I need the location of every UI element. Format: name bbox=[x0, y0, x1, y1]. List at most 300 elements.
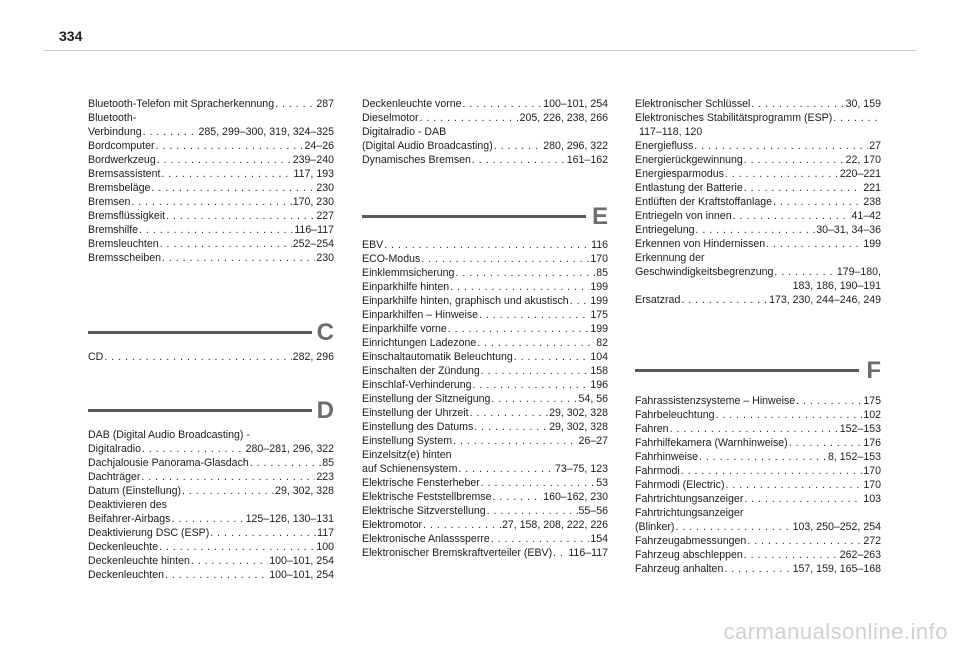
section-divider bbox=[635, 369, 859, 372]
index-term: Erkennen von Hindernissen bbox=[635, 238, 766, 250]
index-term: Bremsassistent bbox=[88, 168, 161, 180]
leader-dots bbox=[166, 209, 315, 223]
index-entry bbox=[635, 223, 881, 237]
leader-dots bbox=[421, 252, 589, 266]
leader-dots bbox=[156, 139, 304, 153]
index-pages: 116 bbox=[591, 239, 608, 251]
index-pages: 29, 302, 328 bbox=[275, 485, 334, 497]
index-pages: 280, 296, 322 bbox=[543, 140, 608, 152]
index-pages: 157, 159, 165–168 bbox=[792, 563, 881, 575]
index-entry-line: Digitalradio - DAB bbox=[362, 126, 447, 138]
index-entry bbox=[88, 223, 334, 237]
index-pages: 29, 302, 328 bbox=[549, 407, 608, 419]
index-term: Einschalten der Zündung bbox=[362, 365, 480, 377]
index-group-e bbox=[362, 238, 608, 560]
index-term: Energiesparmodus bbox=[635, 168, 724, 180]
leader-dots bbox=[250, 456, 321, 470]
section-divider bbox=[88, 331, 312, 334]
index-term: Entriegeln von innen bbox=[635, 210, 732, 222]
index-entry bbox=[362, 546, 608, 560]
index-entry bbox=[635, 394, 881, 408]
index-pages: 29, 302, 328 bbox=[549, 421, 608, 433]
index-term: Deckenleuchte hinten bbox=[88, 555, 190, 567]
index-entry bbox=[88, 237, 334, 251]
leader-dots bbox=[725, 167, 839, 181]
index-pages: 26–27 bbox=[578, 435, 608, 447]
leader-dots bbox=[157, 153, 292, 167]
leader-dots bbox=[420, 111, 519, 125]
index-entry bbox=[635, 436, 881, 450]
index-entry bbox=[635, 139, 881, 153]
index-term: Elektrische Feststellbremse bbox=[362, 491, 492, 503]
leader-dots bbox=[131, 195, 291, 209]
index-group-f bbox=[635, 394, 881, 576]
section-header-c bbox=[88, 319, 334, 349]
index-pages: 30–31, 34–36 bbox=[816, 224, 881, 236]
leader-dots bbox=[553, 546, 567, 560]
index-pages: 223 bbox=[316, 471, 334, 483]
index-entry bbox=[88, 251, 334, 265]
section-header-e bbox=[362, 203, 608, 233]
section-letter: E bbox=[591, 203, 608, 230]
index-term: Bremshilfe bbox=[88, 224, 139, 236]
index-pages: 227 bbox=[316, 210, 334, 222]
index-term: Entriegelung bbox=[635, 224, 695, 236]
index-term: Bremsflüssigkeit bbox=[88, 210, 166, 222]
section-letter: C bbox=[316, 319, 334, 346]
index-entry bbox=[362, 322, 608, 336]
index-entry bbox=[362, 476, 608, 490]
index-entry bbox=[635, 464, 881, 478]
index-pages: 152–153 bbox=[839, 423, 881, 435]
index-entry bbox=[635, 492, 881, 506]
index-pages: 220–221 bbox=[839, 168, 881, 180]
index-entry bbox=[635, 520, 881, 534]
index-entry bbox=[88, 470, 334, 484]
index-entry-line: Einzelsitz(e) hinten bbox=[362, 449, 452, 461]
index-term: Fahrmodi (Electric) bbox=[635, 479, 725, 491]
index-term: Verbindung bbox=[88, 126, 142, 138]
index-pages: 100–101, 254 bbox=[269, 555, 334, 567]
index-entry bbox=[362, 139, 608, 153]
index-term: Deckenleuchte vorne bbox=[362, 98, 462, 110]
index-entry bbox=[362, 392, 608, 406]
index-term: Energierückgewinnung bbox=[635, 154, 743, 166]
index-term: Fahren bbox=[635, 423, 669, 435]
index-entry bbox=[635, 97, 881, 111]
index-term: Dachträger bbox=[88, 471, 141, 483]
index-pages: 117, 193 bbox=[293, 168, 334, 180]
index-term: Digitalradio bbox=[88, 443, 141, 455]
index-pages: 154 bbox=[590, 533, 608, 545]
index-term: Bremsscheiben bbox=[88, 252, 162, 264]
index-term: Elektronisches Stabilitätsprogramm (ESP) bbox=[635, 112, 833, 124]
index-entry bbox=[635, 478, 881, 492]
leader-dots bbox=[681, 293, 768, 307]
index-entry bbox=[635, 534, 881, 548]
index-pages: 221 bbox=[863, 182, 881, 194]
index-term: Deaktivierung DSC (ESP) bbox=[88, 527, 210, 539]
index-pages: 199 bbox=[590, 281, 608, 293]
index-term: Bremsleuchten bbox=[88, 238, 159, 250]
leader-dots bbox=[694, 139, 868, 153]
index-entry bbox=[88, 139, 334, 153]
index-term: Datum (Einstellung) bbox=[88, 485, 182, 497]
leader-dots bbox=[744, 492, 862, 506]
index-term: Bremsbeläge bbox=[88, 182, 151, 194]
index-pages: 287 bbox=[316, 98, 334, 110]
index-pages: 238 bbox=[863, 196, 881, 208]
index-entry bbox=[362, 153, 608, 167]
index-entry bbox=[362, 308, 608, 322]
index-pages-continued: 117–118, 120 bbox=[639, 126, 703, 138]
leader-dots bbox=[681, 464, 863, 478]
index-entry-line: DAB (Digital Audio Broadcasting) - bbox=[88, 429, 250, 441]
leader-dots bbox=[210, 526, 316, 540]
index-entry bbox=[635, 111, 881, 125]
index-entry bbox=[635, 265, 881, 279]
index-pages: 285, 299–300, 319, 324–325 bbox=[198, 126, 334, 138]
index-entry bbox=[635, 562, 881, 576]
leader-dots bbox=[142, 442, 245, 456]
index-entry bbox=[635, 181, 881, 195]
index-pages: 73–75, 123 bbox=[554, 463, 608, 475]
leader-dots bbox=[159, 540, 315, 554]
index-pages: 22, 170 bbox=[845, 154, 881, 166]
index-entry bbox=[88, 554, 334, 568]
index-pages: 158 bbox=[590, 365, 608, 377]
index-pages: 239–240 bbox=[292, 154, 334, 166]
index-term: CD bbox=[88, 351, 104, 363]
leader-dots bbox=[473, 378, 590, 392]
leader-dots bbox=[479, 308, 589, 322]
index-term: Einparkhilfen – Hinweise bbox=[362, 309, 479, 321]
index-pages: 41–42 bbox=[851, 210, 881, 222]
leader-dots bbox=[139, 223, 293, 237]
index-pages: 196 bbox=[590, 379, 608, 391]
index-term: Deckenleuchten bbox=[88, 569, 164, 581]
index-pages: 104 bbox=[590, 351, 608, 363]
index-entry bbox=[362, 350, 608, 364]
index-term: EBV bbox=[362, 239, 384, 251]
index-entry bbox=[362, 490, 608, 504]
index-term: Einstellung der Sitzneigung bbox=[362, 393, 491, 405]
index-term: (Digital Audio Broadcasting) bbox=[362, 140, 493, 152]
index-term: Bremsen bbox=[88, 196, 131, 208]
index-entry bbox=[88, 512, 334, 526]
index-pages: 54, 56 bbox=[578, 393, 608, 405]
index-pages: 282, 296 bbox=[292, 351, 334, 363]
index-term: Fahrzeugabmessungen bbox=[635, 535, 747, 547]
index-entry bbox=[88, 97, 334, 111]
leader-dots bbox=[675, 520, 791, 534]
index-entry bbox=[88, 167, 334, 181]
index-entry bbox=[362, 462, 608, 476]
index-entry-line: Fahrtrichtungsanzeiger bbox=[635, 507, 744, 519]
index-entry bbox=[88, 526, 334, 540]
section-divider bbox=[88, 409, 312, 412]
leader-dots bbox=[514, 350, 590, 364]
leader-dots bbox=[773, 195, 862, 209]
index-term: Einstellung des Datums bbox=[362, 421, 474, 433]
index-entry bbox=[635, 209, 881, 223]
index-pages: 27, 158, 208, 222, 226 bbox=[501, 519, 608, 531]
leader-dots bbox=[474, 420, 548, 434]
index-term: Einschaltautomatik Beleuchtung bbox=[362, 351, 513, 363]
index-entry bbox=[635, 422, 881, 436]
index-entry bbox=[362, 280, 608, 294]
leader-dots bbox=[570, 294, 590, 308]
index-pages: 230 bbox=[316, 182, 334, 194]
index-pages: 199 bbox=[590, 323, 608, 335]
index-pages: 230 bbox=[316, 252, 334, 264]
index-entry bbox=[635, 167, 881, 181]
section-letter: D bbox=[316, 397, 334, 424]
index-term: Fahrzeug abschleppen bbox=[635, 549, 743, 561]
index-pages: 100–101, 254 bbox=[269, 569, 334, 581]
index-term: Bluetooth-Telefon mit Spracherkennung bbox=[88, 98, 275, 110]
leader-dots bbox=[143, 125, 198, 139]
index-term: Energiefluss bbox=[635, 140, 694, 152]
leader-dots bbox=[275, 97, 315, 111]
index-term: Elektronische Anlasssperre bbox=[362, 533, 490, 545]
index-entry bbox=[635, 153, 881, 167]
leader-dots bbox=[744, 548, 839, 562]
index-entry bbox=[635, 293, 881, 307]
index-entry bbox=[88, 181, 334, 195]
index-term: Dieselmotor bbox=[362, 112, 419, 124]
index-term: Fahrhilfekamera (Warnhinweise) bbox=[635, 437, 788, 449]
leader-dots bbox=[182, 484, 274, 498]
index-term: Einrichtungen Ladezone bbox=[362, 337, 477, 349]
index-entry-line: Bluetooth- bbox=[88, 112, 137, 124]
index-term: Elektrische Fensterheber bbox=[362, 477, 480, 489]
index-entry bbox=[635, 195, 881, 209]
index-term: Bordcomputer bbox=[88, 140, 155, 152]
leader-dots bbox=[493, 490, 543, 504]
index-entry bbox=[362, 364, 608, 378]
index-term: Ersatzrad bbox=[635, 294, 681, 306]
leader-dots bbox=[477, 336, 595, 350]
section-letter: F bbox=[866, 357, 881, 384]
leader-dots bbox=[453, 434, 577, 448]
leader-dots bbox=[165, 568, 268, 582]
leader-dots bbox=[747, 534, 862, 548]
index-pages: 30, 159 bbox=[845, 98, 881, 110]
index-pages: 170, 230 bbox=[292, 196, 334, 208]
leader-dots bbox=[699, 450, 827, 464]
index-pages: 170 bbox=[590, 253, 608, 265]
index-entry bbox=[362, 406, 608, 420]
leader-dots bbox=[384, 238, 590, 252]
index-entry bbox=[362, 378, 608, 392]
leader-dots bbox=[450, 280, 589, 294]
leader-dots bbox=[716, 408, 863, 422]
section-header-d bbox=[88, 397, 334, 427]
leader-dots bbox=[774, 265, 835, 279]
section-header-f bbox=[635, 357, 881, 387]
index-term: Bordwerkzeug bbox=[88, 154, 156, 166]
index-pages: 103 bbox=[863, 493, 881, 505]
index-term: Elektronischer Schlüssel bbox=[635, 98, 751, 110]
index-term: Einparkhilfe hinten bbox=[362, 281, 450, 293]
index-term: Fahrassistenzsysteme – Hinweise bbox=[635, 395, 796, 407]
leader-dots bbox=[696, 223, 816, 237]
leader-dots bbox=[751, 97, 844, 111]
leader-dots bbox=[766, 237, 862, 251]
leader-dots bbox=[487, 504, 578, 518]
index-entry bbox=[362, 504, 608, 518]
leader-dots bbox=[481, 476, 595, 490]
index-pages: 8, 152–153 bbox=[827, 451, 881, 463]
index-pages: 24–26 bbox=[304, 140, 334, 152]
leader-dots bbox=[833, 111, 880, 125]
leader-dots bbox=[472, 153, 566, 167]
leader-dots bbox=[162, 251, 315, 265]
leader-dots bbox=[470, 406, 548, 420]
index-term: Fahrzeug anhalten bbox=[635, 563, 724, 575]
index-pages: 125–126, 130–131 bbox=[245, 513, 334, 525]
index-pages: 55–56 bbox=[578, 505, 608, 517]
index-pages: 27 bbox=[869, 140, 881, 152]
index-term: auf Schienensystem bbox=[362, 463, 458, 475]
index-pages: 85 bbox=[596, 267, 608, 279]
index-entry bbox=[88, 195, 334, 209]
index-entry bbox=[362, 97, 608, 111]
leader-dots bbox=[104, 350, 291, 364]
index-pages: 116–117 bbox=[294, 224, 334, 236]
index-group-d-cont bbox=[362, 97, 608, 167]
index-term: Einstellung der Uhrzeit bbox=[362, 407, 469, 419]
index-pages: 179–180, bbox=[836, 266, 881, 278]
index-pages: 82 bbox=[596, 337, 608, 349]
index-entry bbox=[88, 153, 334, 167]
index-term: Geschwindigkeitsbegrenzung bbox=[635, 266, 774, 278]
index-term: Elektronischer Bremskraftverteiler (EBV) bbox=[362, 547, 553, 559]
leader-dots bbox=[494, 139, 542, 153]
index-term: Dynamisches Bremsen bbox=[362, 154, 471, 166]
watermark-text: carmanualsonline.info bbox=[723, 619, 948, 644]
top-divider bbox=[44, 50, 916, 51]
index-entry bbox=[635, 548, 881, 562]
index-term: Elektromotor bbox=[362, 519, 423, 531]
index-pages: 262–263 bbox=[839, 549, 881, 561]
index-pages: 116–117 bbox=[568, 547, 608, 559]
index-entry bbox=[635, 237, 881, 251]
index-entry bbox=[88, 540, 334, 554]
index-entry bbox=[362, 111, 608, 125]
index-term: Entlastung der Batterie bbox=[635, 182, 743, 194]
index-entry bbox=[635, 408, 881, 422]
index-term: Beifahrer-Airbags bbox=[88, 513, 171, 525]
index-term: Einparkhilfe hinten, graphisch und akustisch bbox=[362, 295, 569, 307]
index-term: Entlüften der Kraftstoffanlage bbox=[635, 196, 773, 208]
index-entry bbox=[88, 125, 334, 139]
index-entry bbox=[362, 518, 608, 532]
index-pages-continued: 183, 186, 190–191 bbox=[792, 280, 881, 292]
index-pages: 252–254 bbox=[292, 238, 334, 250]
index-entry bbox=[362, 266, 608, 280]
leader-dots bbox=[491, 392, 577, 406]
index-pages: 100 bbox=[316, 541, 334, 553]
leader-dots bbox=[724, 562, 791, 576]
index-pages: 170 bbox=[863, 479, 881, 491]
index-group-c bbox=[88, 350, 334, 364]
index-entry bbox=[362, 294, 608, 308]
index-entry-line: Deaktivieren des bbox=[88, 499, 167, 511]
index-term: (Blinker) bbox=[635, 521, 675, 533]
index-entry bbox=[88, 209, 334, 223]
index-entry bbox=[88, 568, 334, 582]
index-pages: 280–281, 296, 322 bbox=[245, 443, 334, 455]
index-pages: 100–101, 254 bbox=[543, 98, 608, 110]
index-entry bbox=[362, 434, 608, 448]
index-pages: 102 bbox=[863, 409, 881, 421]
index-term: Einschlaf-Verhinderung bbox=[362, 379, 472, 391]
leader-dots bbox=[744, 181, 863, 195]
index-group-b bbox=[88, 97, 334, 265]
leader-dots bbox=[448, 322, 590, 336]
leader-dots bbox=[161, 167, 292, 181]
leader-dots bbox=[151, 181, 315, 195]
leader-dots bbox=[670, 422, 839, 436]
page-number: 334 bbox=[59, 28, 83, 44]
leader-dots bbox=[733, 209, 851, 223]
index-pages: 85 bbox=[322, 457, 334, 469]
leader-dots bbox=[141, 470, 315, 484]
index-entry bbox=[362, 252, 608, 266]
leader-dots bbox=[789, 436, 863, 450]
index-pages: 176 bbox=[863, 437, 881, 449]
index-pages: 199 bbox=[590, 295, 608, 307]
leader-dots bbox=[191, 554, 268, 568]
index-pages: 53 bbox=[596, 477, 608, 489]
index-entry bbox=[362, 532, 608, 546]
leader-dots bbox=[423, 518, 501, 532]
section-divider bbox=[362, 215, 586, 218]
index-entry bbox=[88, 350, 334, 364]
index-entry bbox=[88, 456, 334, 470]
index-entry bbox=[635, 450, 881, 464]
index-pages: 160–162, 230 bbox=[543, 491, 608, 503]
index-pages: 161–162 bbox=[566, 154, 608, 166]
index-term: Einstellung System bbox=[362, 435, 453, 447]
index-term: ECO-Modus bbox=[362, 253, 421, 265]
index-term: Fahrmodi bbox=[635, 465, 680, 477]
index-term: Einparkhilfe vorne bbox=[362, 323, 447, 335]
index-entry-line: Erkennung der bbox=[635, 252, 705, 264]
leader-dots bbox=[481, 364, 590, 378]
leader-dots bbox=[160, 237, 292, 251]
leader-dots bbox=[796, 394, 862, 408]
index-pages: 173, 230, 244–246, 249 bbox=[769, 294, 881, 306]
index-entry bbox=[88, 484, 334, 498]
leader-dots bbox=[463, 97, 543, 111]
index-entry bbox=[362, 238, 608, 252]
index-group-d bbox=[88, 428, 334, 582]
index-pages: 170 bbox=[863, 465, 881, 477]
leader-dots bbox=[458, 462, 554, 476]
leader-dots bbox=[744, 153, 845, 167]
index-group-e-cont bbox=[635, 97, 881, 307]
leader-dots bbox=[455, 266, 595, 280]
index-pages: 175 bbox=[863, 395, 881, 407]
index-term: Fahrhinweise bbox=[635, 451, 699, 463]
index-term: Fahrbeleuchtung bbox=[635, 409, 715, 421]
leader-dots bbox=[491, 532, 590, 546]
index-term: Dachjalousie Panorama-Glasdach bbox=[88, 457, 249, 469]
index-entry bbox=[362, 420, 608, 434]
